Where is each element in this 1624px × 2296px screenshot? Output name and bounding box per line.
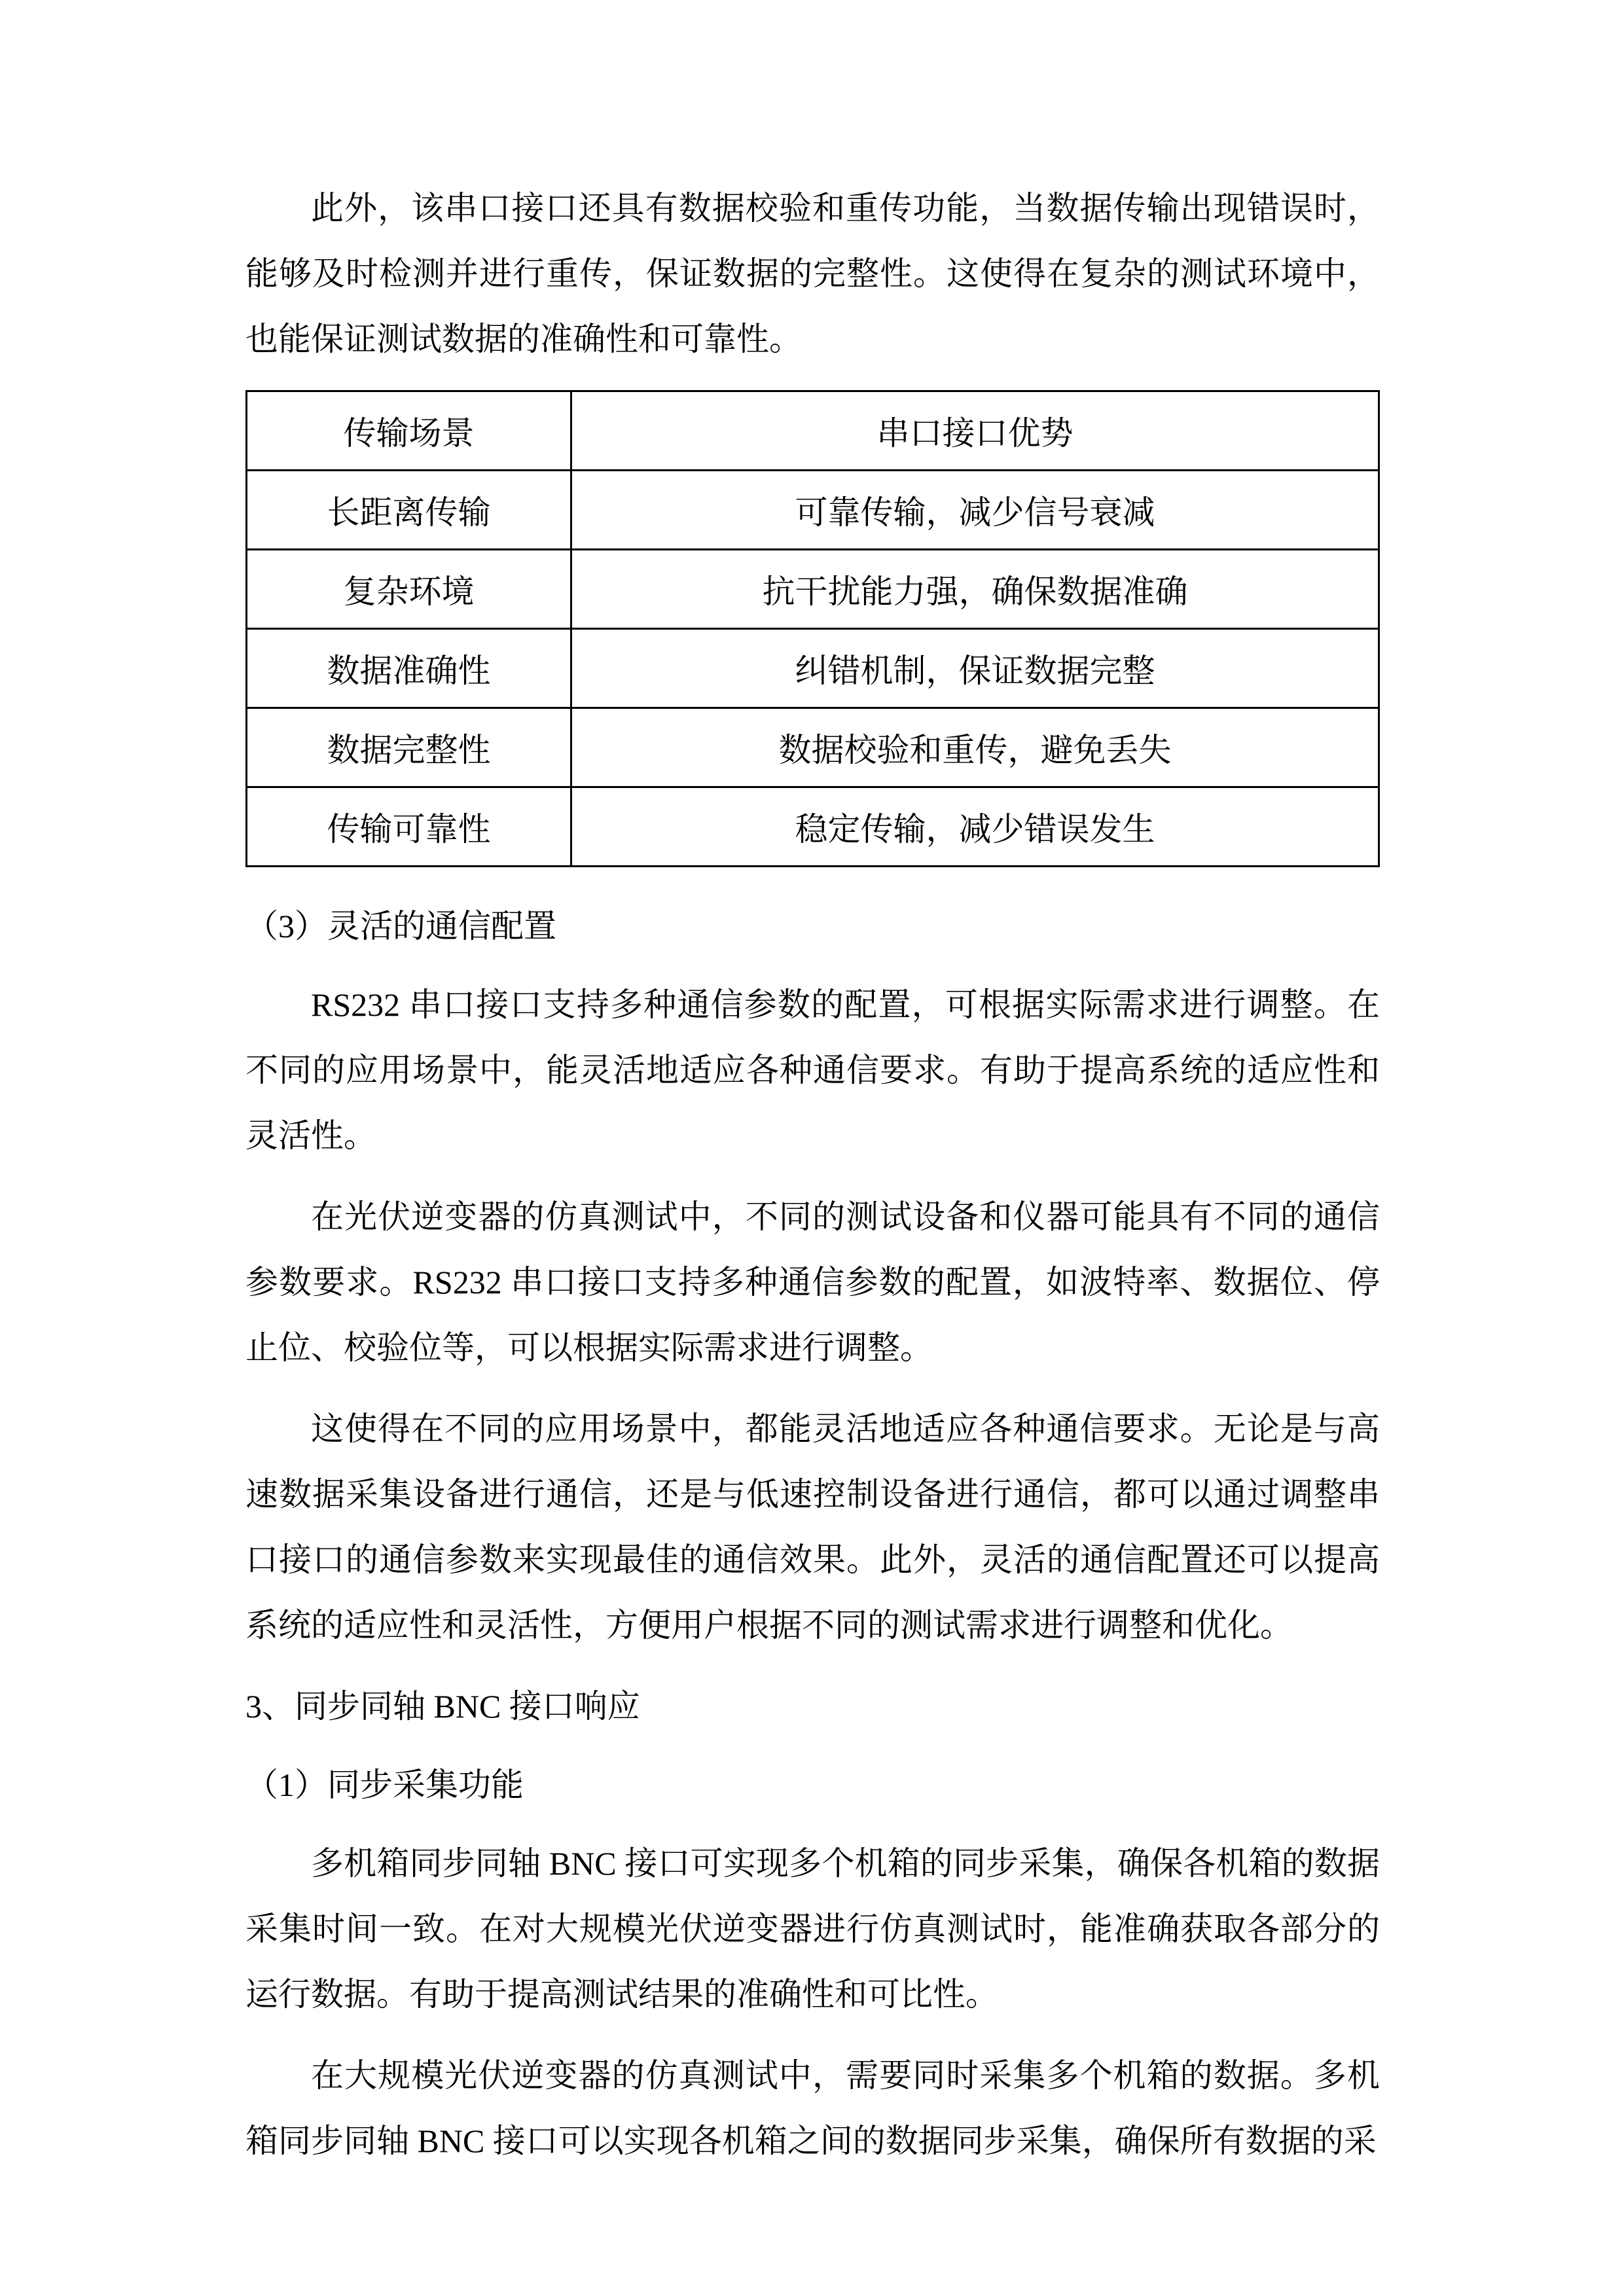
paragraph-rs232-config-benefits: 这使得在不同的应用场景中，都能灵活地适应各种通信要求。无论是与高速数据采集设备进行通信，还是与低速控制设备进行通信，都可以通过调整串口接口的通信参数来实现最佳的通信效果。此外，灵活的通信配置还可以提高系统的适应性和灵活性，方便用户根据不同的测试需求进行调整和优化。 [245,1410,1380,1643]
table-cell-scenario: 数据准确性 [247,629,571,708]
section-heading-flexible-communication-config: （3）灵活的通信配置 [245,908,556,944]
paragraph-rs232-config-overview: RS232 串口接口支持多种通信参数的配置，可根据实际需求进行调整。在不同的应用场景中，能灵活地适应各种通信要求。有助于提高系统的适应性和灵活性。 [245,986,1380,1154]
table-row [247,708,1379,787]
paragraph-bnc-sync-overview: 多机箱同步同轴 BNC 接口可实现多个机箱的同步采集，确保各机箱的数据采集时间一致。在对大规模光伏逆变器进行仿真测试时，能准确获取各部分的运行数据。有助于提高测试结果的准确性和可比性。 [245,1845,1380,2013]
table-row [247,629,1379,708]
table-header-advantage: 串口接口优势 [571,391,1379,471]
table-header-row [247,391,1379,471]
table-cell-advantage: 数据校验和重传，避免丢失 [571,708,1379,787]
table-row [247,550,1379,629]
section-heading-bnc-interface: 3、同步同轴 BNC 接口响应 [245,1688,640,1725]
paragraph-serial-checksum-intro: 此外，该串口接口还具有数据校验和重传功能，当数据传输出现错误时，能够及时检测并进行重传，保证数据的完整性。这使得在复杂的测试环境中，也能保证测试数据的准确性和可靠性。 [245,190,1380,357]
table-cell-advantage: 稳定传输，减少错误发生 [571,787,1379,867]
table-cell-scenario: 长距离传输 [247,471,571,550]
table-cell-scenario: 复杂环境 [247,550,571,629]
table-cell-scenario: 传输可靠性 [247,787,571,867]
serial-advantage-table [245,390,1380,867]
table-row [247,471,1379,550]
table-row [247,787,1379,867]
subsection-heading-sync-acquisition: （1）同步采集功能 [245,1767,524,1803]
table-cell-advantage: 纠错机制，保证数据完整 [571,629,1379,708]
table-cell-scenario: 数据完整性 [247,708,571,787]
paragraph-rs232-config-params: 在光伏逆变器的仿真测试中，不同的测试设备和仪器可能具有不同的通信参数要求。RS232 串口接口支持多种通信参数的配置，如波特率、数据位、停止位、校验位等，可以根据实际需求进行调整。 [245,1198,1380,1366]
table-cell-advantage: 可靠传输，减少信号衰减 [571,471,1379,550]
paragraph-bnc-sync-detail: 在大规模光伏逆变器的仿真测试中，需要同时采集多个机箱的数据。多机箱同步同轴 BNC 接口可以实现各机箱之间的数据同步采集，确保所有数据的采 [245,2057,1380,2159]
table-header-scenario: 传输场景 [247,391,571,471]
table-cell-advantage: 抗干扰能力强，确保数据准确 [571,550,1379,629]
